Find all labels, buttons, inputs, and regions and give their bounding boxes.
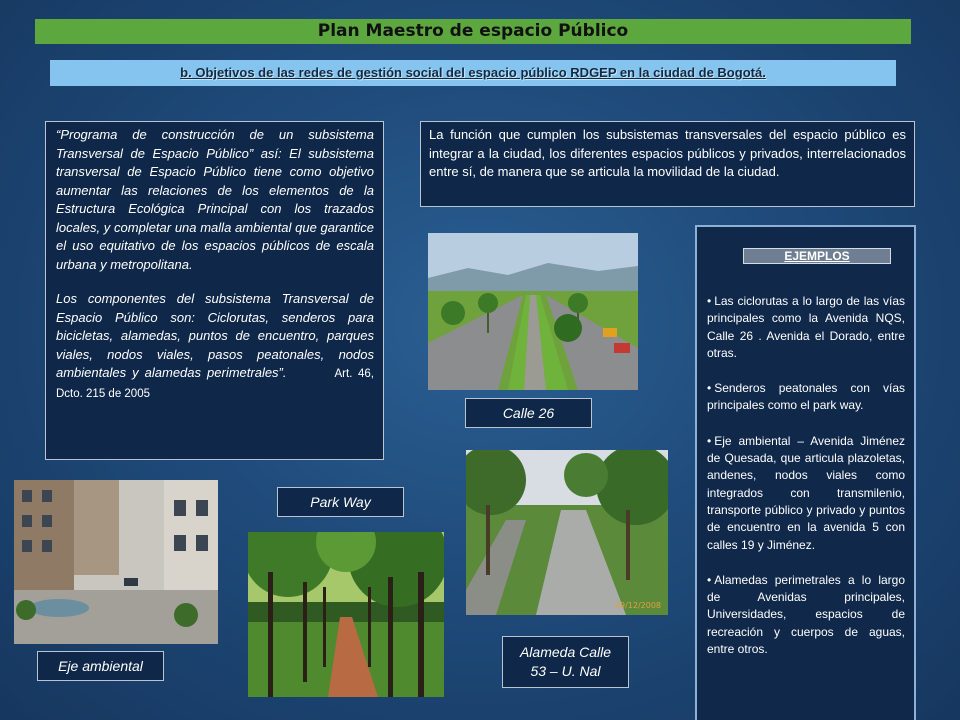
calle26-photo	[428, 233, 638, 390]
intro-text-box: La función que cumplen los subsistemas transversales del espacio público es integrar a la ciudad, los diferentes espacios públicos y privados, interrelacionados entre sí, de manera que se articula la movilidad de la ciudad.	[420, 121, 915, 207]
components-text: Los componentes del subsistema Transversal de Espacio Público son: Ciclorutas, senderos para bicicletas, alamedas, puntos de encuentro, parques viales, nodos viales, pasos peatonales, nodos ambientales y alamedas perimetrales”.	[56, 291, 374, 380]
eje-ambiental-photo	[14, 480, 218, 644]
alameda-caption	[502, 636, 629, 688]
examples-box	[695, 225, 916, 720]
example-item-alamedas: • Alamedas perimetrales a lo largo de Avenidas principales, Universidades, espacios de recreación y cuerpos de aguas, entre otros.	[707, 572, 905, 658]
examples-list	[707, 293, 905, 676]
program-paragraph-1: “Programa de construcción de un subsistema Transversal de Espacio Público” así: El subsistema transversal de Espacio Público tiene como objetivo aumentar las relaciones de los elementos de la Estructura Ecológica Principal con los trazados locales, y completar una malla ambiental que garantice el uso equitativo de los espacios públicos de escala urbana y metropolitana.	[56, 127, 374, 272]
eje-ambiental-caption: Eje ambiental	[37, 651, 164, 681]
calle26-caption: Calle 26	[465, 398, 592, 428]
alameda-caption-line-2: 53 – U. Nal	[530, 663, 601, 679]
example-item-eje-ambiental: • Eje ambiental – Avenida Jiménez de Quesada, que articula plazoletas, andenes, nodos viales como integrados con transmilenio, transporte público y privado y puntos de encuentro en la avenida 5 con calles 19 y Jiménez.	[707, 433, 905, 554]
example-item-ciclorutas: • Las ciclorutas a lo largo de las vías principales como la Avenida NQS, Calle 26 . Avenida el Dorado, entre otras.	[707, 293, 905, 362]
parkway-caption: Park Way	[277, 487, 404, 517]
examples-header: EJEMPLOS	[743, 248, 891, 264]
example-item-senderos: • Senderos peatonales con vías principales como el park way.	[707, 380, 905, 415]
parkway-photo	[248, 532, 444, 697]
section-subtitle: b. Objetivos de las redes de gestión social del espacio público RDGEP en la ciudad de Bogotá.	[50, 60, 896, 86]
alameda-caption-line-1: Alameda Calle	[519, 644, 612, 660]
alameda-photo	[466, 450, 668, 615]
photo-date-stamp: 09/12/2008	[614, 601, 661, 610]
citation: Art. 46, Dcto. 215 de 2005	[56, 368, 374, 400]
program-paragraph-2	[56, 290, 374, 403]
program-description-box	[45, 121, 384, 460]
page-title: Plan Maestro de espacio Público	[35, 19, 911, 44]
